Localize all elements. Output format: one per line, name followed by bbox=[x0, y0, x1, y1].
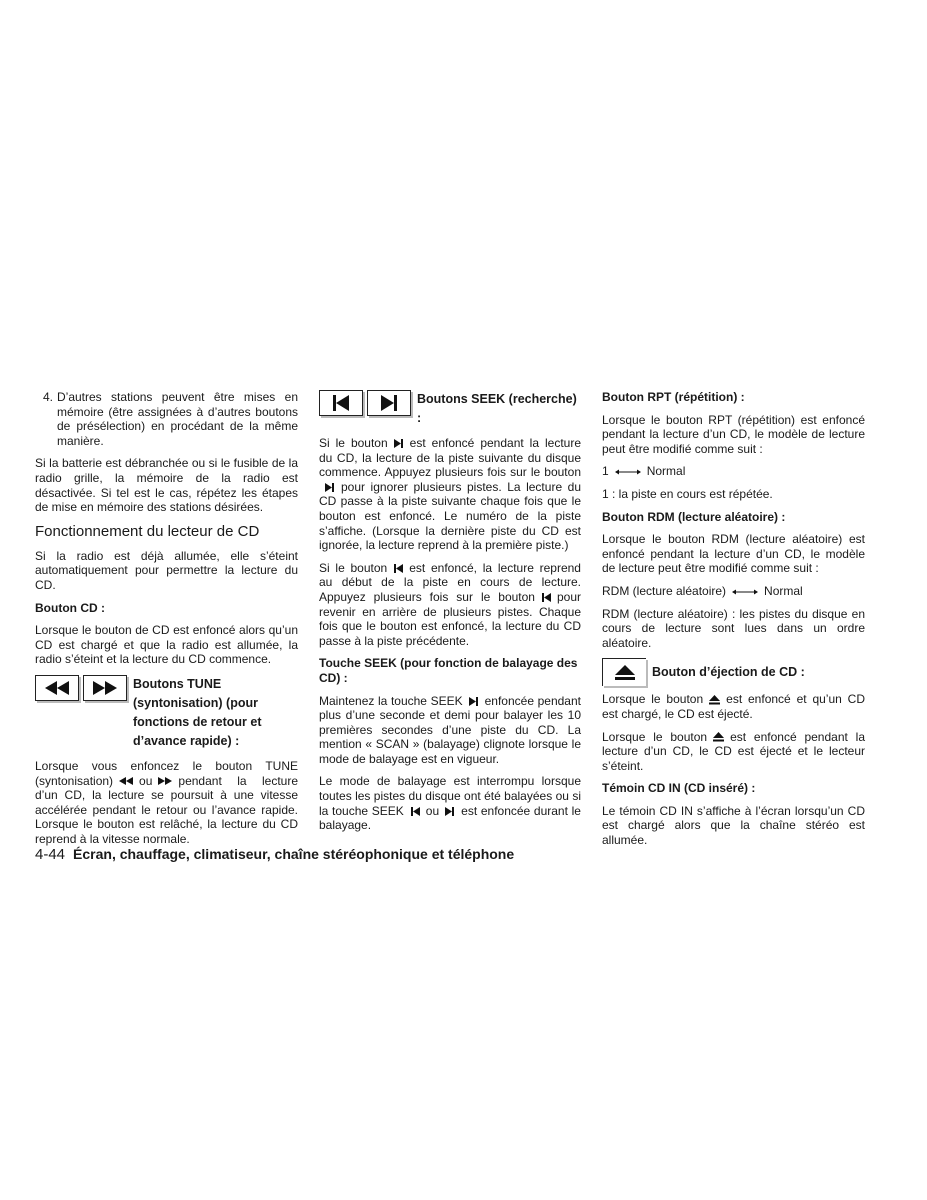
skip-back-icon bbox=[393, 564, 403, 573]
rewind-icon bbox=[44, 681, 70, 695]
eject-button-row bbox=[602, 658, 865, 686]
column-2 bbox=[319, 390, 581, 841]
page-footer bbox=[35, 846, 514, 863]
eject-icon bbox=[713, 732, 724, 742]
eject-button-label: Bouton d’éjection de CD : bbox=[652, 664, 805, 679]
rpt-cycle: 1 Normal bbox=[602, 464, 686, 479]
column-3 bbox=[602, 390, 865, 856]
eject-icon bbox=[709, 695, 720, 705]
rdm-cycle: RDM (lecture aléatoire) Normal bbox=[602, 583, 803, 598]
fast-forward-icon bbox=[158, 777, 172, 785]
rdm-paragraph: Lorsque le bouton RDM (lecture aléatoire) est enfoncé pendant la lecture d’un CD, le modèle de lecture peut être modifié comme suit : bbox=[602, 532, 865, 576]
cd-in-paragraph: Le témoin CD IN s’affiche à l’écran lorsqu’un CD est chargé alors que la chaîne stéréo est allumée. bbox=[602, 803, 865, 848]
skip-forward-icon bbox=[379, 395, 399, 411]
skip-forward-icon bbox=[394, 439, 404, 448]
skip-forward-icon bbox=[445, 807, 455, 816]
cd-button-paragraph: Lorsque le bouton de CD est enfoncé alors qu’un CD est chargé et que la radio est allumée, la radio s’éteint et la lecture du CD commence. bbox=[35, 623, 298, 667]
seek-button-illustration bbox=[319, 390, 411, 416]
rdm-note: RDM (lecture aléatoire) : les pistes du disque en cours de lecture sont lues dans un ordre aléatoire. bbox=[602, 606, 865, 650]
scan-heading: Touche SEEK (pour fonction de balayage des CD) : bbox=[319, 656, 578, 685]
seek-forward-button-figure bbox=[367, 390, 411, 416]
column-1 bbox=[35, 390, 298, 854]
scan-paragraph-2: Le mode de balayage est interrompu lorsque toutes les pistes du disque ont été balayées ou si la touche SEEK ou est enfoncée durant le balayage. bbox=[319, 774, 581, 833]
rdm-heading: Bouton RDM (lecture aléatoire) : bbox=[602, 509, 786, 524]
fast-forward-button-figure bbox=[83, 675, 127, 701]
tune-buttons-label: Boutons TUNE (syntonisation) (pour fonctions de retour et d’avance rapide) : bbox=[133, 676, 262, 748]
fast-forward-icon bbox=[92, 681, 118, 695]
tune-buttons-row bbox=[35, 675, 298, 751]
skip-forward-icon bbox=[469, 697, 479, 706]
skip-back-icon bbox=[541, 593, 551, 602]
radio-on-paragraph: Si la radio est déjà allumée, elle s’éteint automatiquement pour permettre la lecture du CD. bbox=[35, 548, 298, 592]
tune-paragraph: Lorsque vous enfoncez le bouton TUNE (syntonisation) ou pendant la lecture d’un CD, la lecture se poursuit à une vitesse accélérée pendant le retour ou l’avance rapide. Lorsque le bouton est relâché, la lecture du CD reprend à la vitesse normale. bbox=[35, 758, 298, 846]
scan-paragraph-1: Maintenez la touche SEEK enfoncée pendant plus d’une seconde et demi pour balayer les 10 premières secondes d’une piste du CD. La mention « SCAN » (balayage) clignote lorsque le mode de balayage est en vigueur. bbox=[319, 693, 581, 766]
list-text: D’autres stations peuvent être mises en mémoire (être assignées à d’autres boutons de présélection) en procédant de la même manière. bbox=[57, 390, 298, 448]
list-item-4 bbox=[43, 390, 298, 448]
rpt-heading: Bouton RPT (répétition) : bbox=[602, 390, 745, 404]
eject-paragraph-1: Lorsque le bouton est enfoncé et qu’un CD est chargé, le CD est éjecté. bbox=[602, 692, 866, 721]
seek-back-button-figure bbox=[319, 390, 363, 416]
list-number: 4. bbox=[43, 390, 54, 404]
double-arrow-icon bbox=[732, 588, 758, 596]
battery-paragraph: Si la batterie est débranchée ou si le fusible de la radio grille, la mémoire de la radio est désactivée. Si tel est le cas, répétez les étapes de mise en mémoire des stations désirées. bbox=[35, 456, 298, 515]
page-number: 4-44 bbox=[35, 846, 66, 863]
seek-buttons-row bbox=[319, 390, 581, 428]
double-arrow-icon bbox=[615, 468, 641, 476]
rewind-button-figure bbox=[35, 675, 79, 701]
section-title-cd-player: Fonctionnement du lecteur de CD bbox=[35, 522, 260, 540]
cd-in-heading: Témoin CD IN (CD inséré) : bbox=[602, 781, 756, 796]
eject-button-figure bbox=[602, 658, 646, 686]
tune-button-illustration bbox=[35, 675, 127, 701]
rpt-note: 1 : la piste en cours est répétée. bbox=[602, 486, 773, 501]
rewind-icon bbox=[119, 777, 133, 785]
rpt-paragraph: Lorsque le bouton RPT (répétition) est enfoncé pendant la lecture d’un CD, le modèle de lecture peut être modifié comme suit : bbox=[602, 412, 865, 456]
chapter-title: Écran, chauffage, climatiseur, chaîne stéréophonique et téléphone bbox=[73, 846, 515, 862]
skip-back-icon bbox=[331, 395, 351, 411]
seek-paragraph-2: Si le bouton est enfoncé, la lecture reprend au début de la piste en cours de lecture. Appuyez plusieurs fois sur le bouton pour revenir en arrière de plusieurs pistes. Chaque fois que le bouton est enfoncé, la lecture du CD passe à la piste précédente. bbox=[319, 560, 581, 648]
cd-button-heading: Bouton CD : bbox=[35, 600, 105, 615]
eject-paragraph-2: Lorsque le bouton est enfoncé pendant la lecture d’un CD, le CD est éjecté et le lecteur s’éteint. bbox=[602, 729, 865, 773]
skip-back-icon bbox=[410, 807, 420, 816]
seek-paragraph-1: Si le bouton est enfoncé pendant la lecture du CD, la lecture de la piste suivante du disque commence. Appuyez plusieurs fois sur le boutonpour ignorer plusieurs pistes. La lecture du CD passe à la piste suivante chaque fois que le bouton est enfoncé. Le numéro de la piste s’affiche. (Lorsque la dernière piste du CD est ignorée, la lecture reprend à la première piste.) bbox=[319, 436, 582, 553]
eject-icon bbox=[615, 665, 635, 681]
seek-buttons-label: Boutons SEEK (recherche) : bbox=[417, 392, 577, 425]
skip-forward-icon bbox=[325, 483, 335, 492]
